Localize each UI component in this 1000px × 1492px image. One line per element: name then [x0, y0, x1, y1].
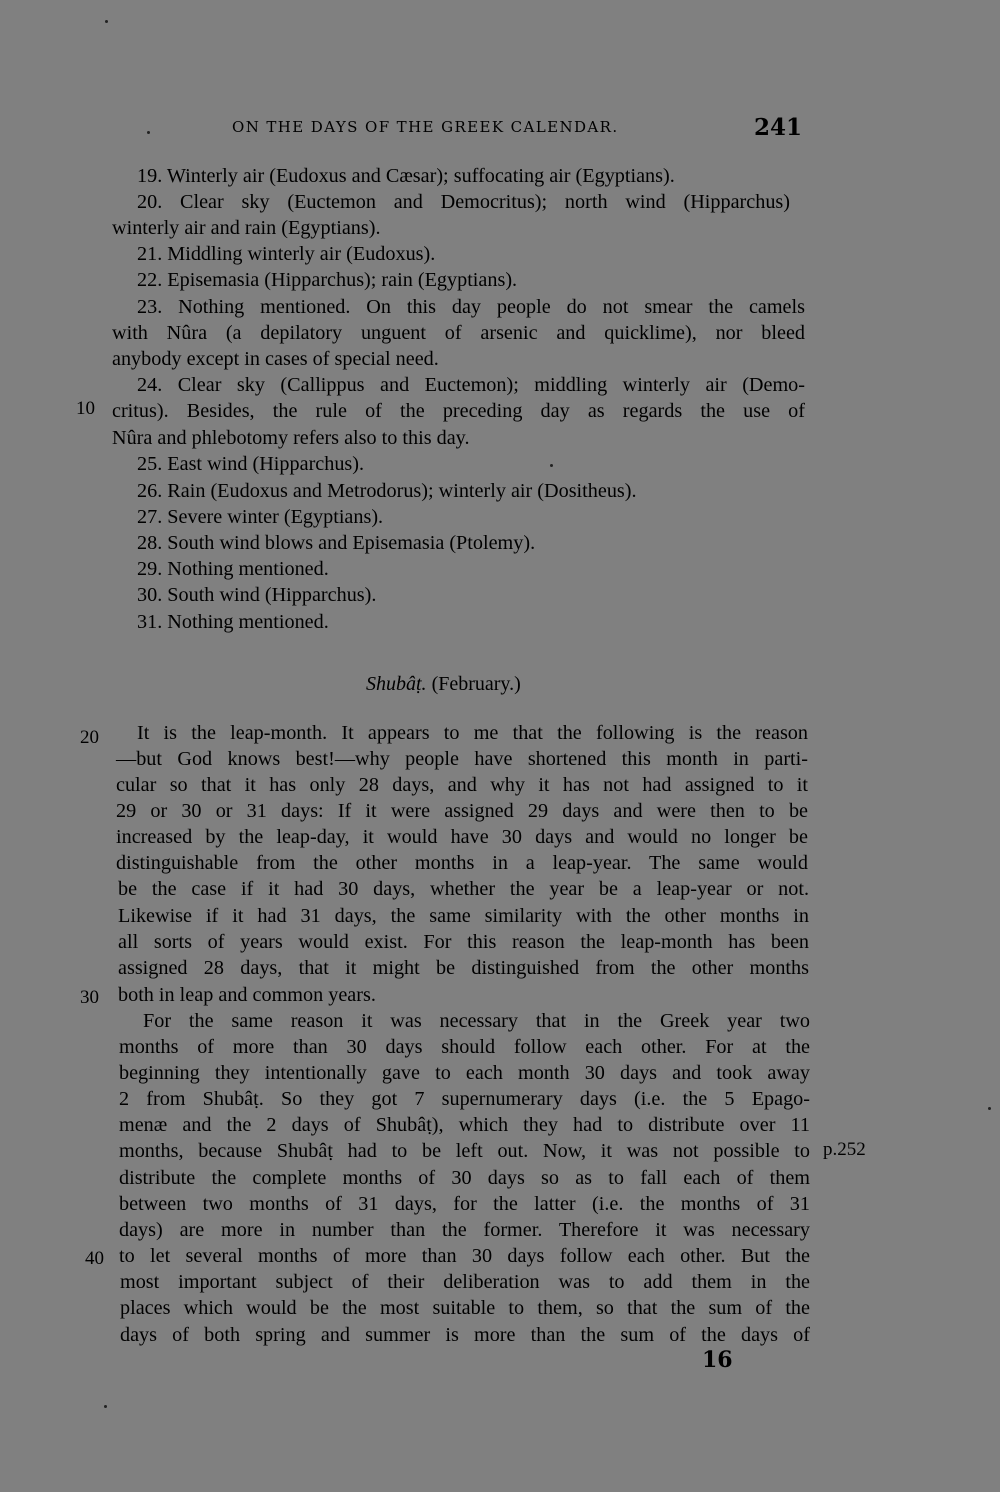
body-line: all sorts of years would exist. For this reason the leap-month has been	[118, 931, 809, 953]
running-title: ON THE DAYS OF THE GREEK CALENDAR.	[232, 118, 619, 136]
section-subtitle: (February.)	[431, 673, 521, 695]
list-line: 24. Clear sky (Callippus and Euctemon); middling winterly air (Demo-	[137, 374, 805, 396]
section-name: Shubâṭ.	[366, 673, 427, 695]
line-number: 40	[85, 1248, 104, 1269]
signature-mark: 16	[702, 1347, 733, 1373]
body-line: days) are more in number than the former. Therefore it was necessary	[119, 1219, 810, 1241]
body-line: most important subject of their deliberation was to add them in the	[120, 1271, 810, 1293]
body-line: menæ and the 2 days of Shubâṭ), which they had to distribute over 11	[119, 1114, 810, 1136]
page-number: 241	[753, 114, 802, 141]
body-line: to let several months of more than 30 days follow each other. But the	[119, 1245, 810, 1267]
body-line: 2 from Shubâṭ. So they got 7 supernumerary days (i.e. the 5 Epago-	[119, 1088, 810, 1110]
body-line: Likewise if it had 31 days, the same similarity with the other months in	[118, 905, 809, 927]
section-title	[366, 673, 521, 696]
body-line: both in leap and common years.	[118, 984, 376, 1006]
list-line: anybody except in cases of special need.	[112, 348, 439, 370]
list-line: 22. Episemasia (Hipparchus); rain (Egyptians).	[137, 269, 518, 291]
list-line: 30. South wind (Hipparchus).	[137, 584, 377, 606]
page-reference-note: p.252	[823, 1139, 866, 1160]
list-line: winterly air and rain (Egyptians).	[112, 217, 381, 239]
body-line: For the same reason it was necessary that in the Greek year two	[143, 1010, 810, 1032]
list-line: 21. Middling winterly air (Eudoxus).	[137, 243, 436, 265]
line-number: 30	[80, 987, 99, 1008]
list-line: 25. East wind (Hipparchus).	[137, 453, 365, 475]
scan-speck	[988, 1107, 991, 1110]
body-line: months of more than 30 days should follow each other. For at the	[119, 1036, 810, 1058]
list-line: 27. Severe winter (Egyptians).	[137, 506, 384, 528]
scan-speck	[104, 1405, 107, 1408]
body-line: It is the leap-month. It appears to me that the following is the reason	[137, 722, 808, 744]
list-line: Nûra and phlebotomy refers also to this day.	[112, 427, 470, 449]
body-line: distinguishable from the other months in a leap-year. The same would	[116, 852, 808, 874]
body-line: distribute the complete months of 30 days so as to fall each of them	[119, 1167, 810, 1189]
body-line: —but God knows best!—why people have shortened this month in parti-	[116, 748, 808, 770]
body-line: cular so that it has only 28 days, and why it has not had assigned to it	[116, 774, 808, 796]
list-line: with Nûra (a depilatory unguent of arsenic and quicklime), nor bleed	[112, 322, 805, 344]
scan-speck	[147, 131, 150, 134]
scan-speck	[105, 20, 108, 23]
body-line: places which would be the most suitable to them, so that the sum of the	[120, 1297, 810, 1319]
list-line: 26. Rain (Eudoxus and Metrodorus); winterly air (Dositheus).	[137, 480, 637, 502]
body-line: between two months of 31 days, for the latter (i.e. the months of 31	[119, 1193, 810, 1215]
list-line: 28. South wind blows and Episemasia (Ptolemy).	[137, 532, 536, 554]
scan-speck	[550, 464, 553, 467]
running-header	[232, 114, 802, 142]
body-line: beginning they intentionally gave to each month 30 days and took away	[119, 1062, 810, 1084]
body-line: 29 or 30 or 31 days: If it were assigned 29 days and were then to be	[116, 800, 808, 822]
list-line: critus). Besides, the rule of the preceding day as regards the use of	[112, 400, 805, 422]
list-line: 20. Clear sky (Euctemon and Democritus); north wind (Hipparchus)	[137, 191, 790, 213]
body-line: months, because Shubâṭ had to be left out. Now, it was not possible to	[119, 1140, 810, 1162]
body-line: assigned 28 days, that it might be distinguished from the other months	[118, 957, 809, 979]
list-line: 19. Winterly air (Eudoxus and Cæsar); suffocating air (Egyptians).	[137, 165, 675, 187]
list-line: 23. Nothing mentioned. On this day people do not smear the camels	[137, 296, 805, 318]
body-line: increased by the leap-day, it would have 30 days and would no longer be	[116, 826, 808, 848]
line-number: 10	[76, 398, 95, 419]
list-line: 31. Nothing mentioned.	[137, 611, 329, 633]
list-line: 29. Nothing mentioned.	[137, 558, 329, 580]
body-line: be the case if it had 30 days, whether the year be a leap-year or not.	[118, 878, 809, 900]
body-line: days of both spring and summer is more than the sum of the days of	[120, 1324, 810, 1346]
line-number: 20	[80, 727, 99, 748]
